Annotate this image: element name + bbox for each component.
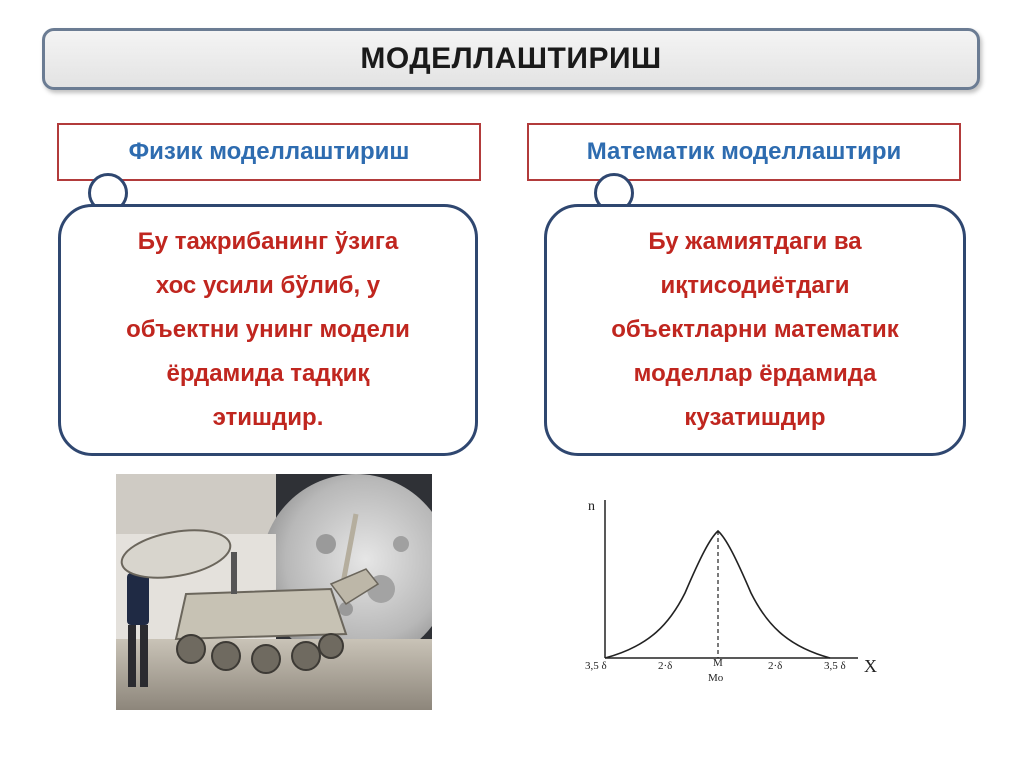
y-axis-label: n	[588, 499, 595, 514]
description-line: ёрдамида тадқиқ	[166, 360, 370, 387]
tick-label: 2·δ	[658, 660, 673, 672]
math-modeling-description	[544, 204, 966, 456]
tick-label: 2·δ	[768, 660, 783, 672]
page-title: МОДЕЛЛАШТИРИШ	[360, 42, 662, 75]
distribution-graph	[580, 488, 880, 716]
math-modeling-heading: Математик моделлаштири	[527, 123, 961, 181]
lunar-rover-photo	[116, 474, 432, 710]
tick-label: 3,5 δ	[824, 660, 846, 672]
description-line: Бу жамиятдаги ва	[648, 228, 862, 255]
tick-label: M	[713, 657, 723, 669]
physical-modeling-description	[58, 204, 478, 456]
description-line: хос усили бўлиб, у	[155, 272, 381, 299]
description-line: кузатишдир	[684, 404, 826, 431]
x-axis-label: X	[864, 656, 877, 676]
description-line: Бу тажрибанинг ўзига	[137, 228, 399, 255]
description-line: иқтисодиётдаги	[660, 272, 850, 299]
physical-modeling-heading: Физик моделлаштириш	[57, 123, 481, 181]
description-line: объектларни математик	[611, 316, 899, 343]
description-line: этишдир.	[212, 404, 324, 431]
description-line: объектни унинг модели	[126, 316, 410, 343]
tick-label: 3,5 δ	[585, 660, 607, 672]
description-line: моделлар ёрдамида	[633, 360, 877, 387]
tick-label: Mo	[708, 672, 724, 684]
title-bar	[42, 28, 980, 90]
